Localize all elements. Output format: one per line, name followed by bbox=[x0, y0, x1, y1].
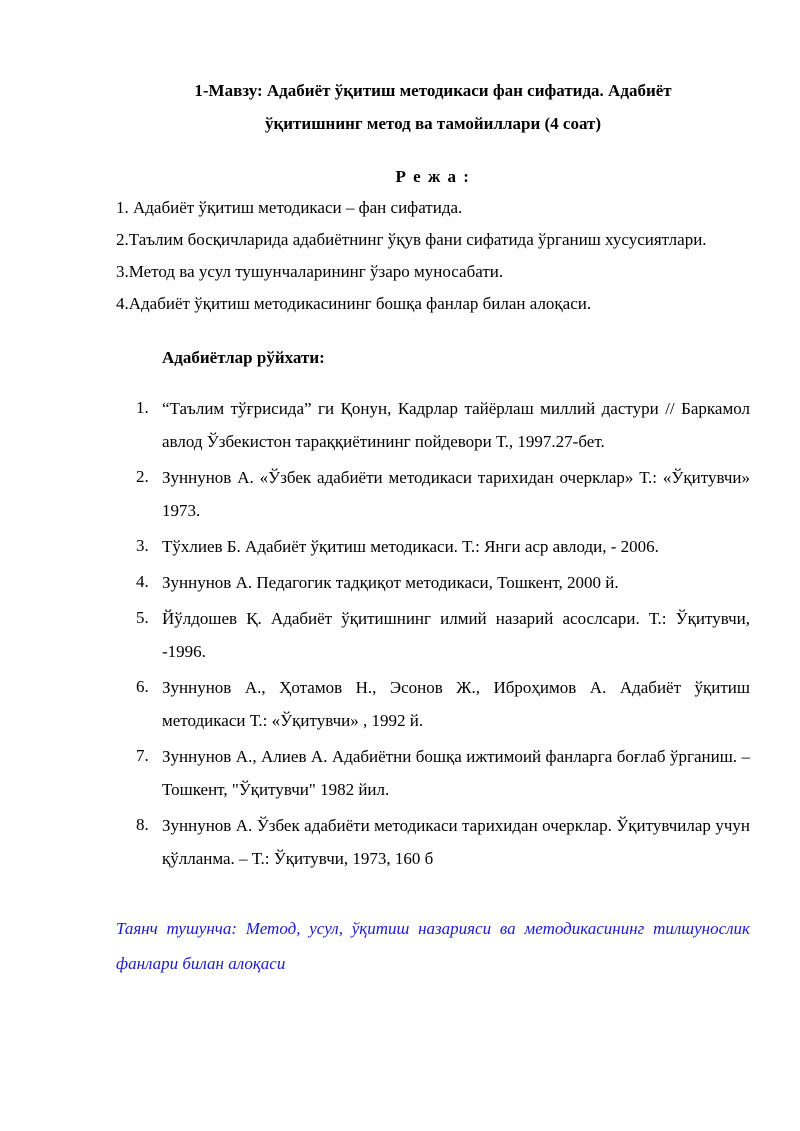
document-page bbox=[116, 74, 750, 981]
literature-item bbox=[116, 392, 750, 458]
page-title-line-1: 1-Мавзу: Адабиёт ўқитиш методикаси фан сифатида. Адабиёт bbox=[194, 81, 672, 100]
literature-item-text: Зуннунов А. Ўзбек адабиёти методикаси тарихидан очерклар. Ўқитувчилар учун қўлланма. – Т.: Ўқитувчи, 1973, 160 б bbox=[162, 816, 750, 868]
literature-item-text: “Таълим тўғрисида” ги Қонун, Кадрлар тайёрлаш миллий дастури // Баркамол авлод Ўзбекистон тараққиётининг пойдевори Т., 1997.27-бет. bbox=[162, 399, 750, 451]
literature-item bbox=[116, 740, 750, 806]
literature-item-text: Тўхлиев Б. Адабиёт ўқитиш методикаси. Т.: Янги аср авлоди, - 2006. bbox=[162, 537, 659, 556]
literature-item-number: 1. bbox=[136, 398, 149, 417]
key-concept: Таянч тушунча: Метод, усул, ўқитиш назарияси ва методикасининг тилшунослик фанлари билан алоқаси bbox=[116, 919, 750, 973]
literature-item-number: 6. bbox=[136, 677, 149, 696]
literature-item bbox=[116, 461, 750, 527]
literature-item-number: 7. bbox=[136, 746, 149, 765]
literature-item-number: 4. bbox=[136, 572, 149, 591]
literature-item bbox=[116, 671, 750, 737]
literature-item-text: Зуннунов А., Алиев А. Адабиётни бошқа ижтимоий фанларга боғлаб ўрганиш. –Тошкент, "Ўқитувчи" 1982 йил. bbox=[162, 747, 750, 799]
literature-list bbox=[116, 392, 750, 875]
plan-item: 1. Адабиёт ўқитиш методикаси – фан сифатида. bbox=[116, 198, 463, 217]
literature-item-number: 5. bbox=[136, 608, 149, 627]
page-title-line-2: ўқитишнинг метод ва тамойиллари (4 соат) bbox=[264, 114, 602, 133]
plan-item: 2.Таълим босқичларида адабиётнинг ўқув фани сифатида ўрганиш хусусиятлари. bbox=[116, 230, 707, 249]
literature-item-number: 3. bbox=[136, 536, 149, 555]
literature-item bbox=[116, 602, 750, 668]
literature-item-text: Зуннунов А. «Ўзбек адабиёти методикаси тарихидан очерклар» Т.: «Ўқитувчи» 1973. bbox=[162, 468, 750, 520]
plan-item: 4.Адабиёт ўқитиш методикасининг бошқа фанлар билан алоқаси. bbox=[116, 294, 592, 313]
literature-item-text: Зуннунов А. Педагогик тадқиқот методикаси, Тошкент, 2000 й. bbox=[162, 573, 619, 592]
literature-item-number: 2. bbox=[136, 467, 149, 486]
plan-item: 3.Метод ва усул тушунчаларининг ўзаро муносабати. bbox=[116, 262, 504, 281]
literature-item-text: Йўлдошев Қ. Адабиёт ўқитишнинг илмий назарий асослсари. Т.: Ўқитувчи, -1996. bbox=[162, 609, 750, 661]
literature-heading: Адабиётлар рўйхати: bbox=[162, 348, 325, 367]
plan-heading: Р е ж а : bbox=[395, 167, 471, 186]
literature-item bbox=[116, 530, 750, 563]
literature-item bbox=[116, 566, 750, 599]
literature-item-number: 8. bbox=[136, 815, 149, 834]
literature-item bbox=[116, 809, 750, 875]
literature-item-text: Зуннунов А., Ҳотамов Н., Эсонов Ж., Иброҳимов А. Адабиёт ўқитиш методикаси Т.: «Ўқитувчи» , 1992 й. bbox=[162, 678, 750, 730]
